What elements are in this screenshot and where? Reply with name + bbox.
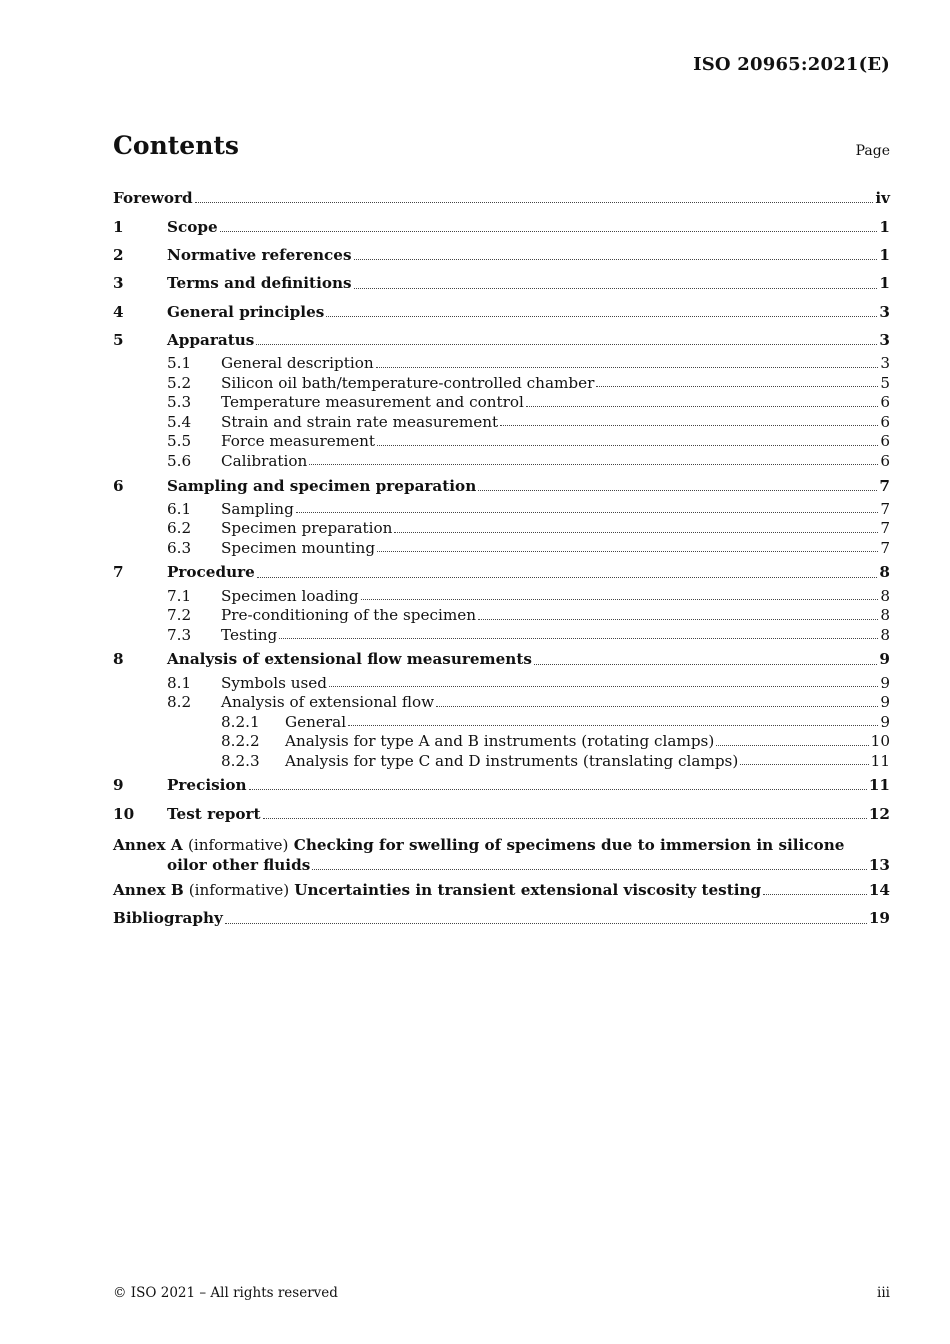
toc-entry-2[interactable] (113, 241, 890, 269)
dot-leader (526, 406, 878, 407)
toc-title: Specimen loading (221, 586, 359, 605)
toc-page: 7 (880, 519, 890, 538)
dot-leader (478, 619, 878, 620)
toc-entry-7-1[interactable] (113, 587, 890, 607)
toc-page: 1 (879, 245, 890, 264)
contents-heading: Contents (113, 131, 240, 160)
dot-leader (326, 316, 877, 317)
toc-page: 9 (879, 650, 890, 669)
toc-number: 5.3 (167, 393, 192, 412)
dot-leader (257, 577, 878, 578)
toc-page: 7 (880, 499, 890, 518)
dot-leader (361, 599, 879, 600)
toc-entry-8-2-2[interactable] (113, 732, 890, 752)
toc-title: Testing (221, 625, 278, 644)
toc-number: 5.2 (167, 373, 192, 392)
copyright-notice: © ISO 2021 – All rights reserved (113, 1285, 338, 1301)
toc-entry-5-2[interactable] (113, 374, 890, 394)
toc-title: Terms and definitions (167, 274, 352, 293)
dot-leader (220, 231, 878, 232)
toc-entry-1[interactable] (113, 212, 890, 240)
toc-entry-9[interactable] (113, 771, 890, 799)
toc-entry-7[interactable] (113, 558, 890, 586)
toc-title: Specimen mounting (221, 538, 376, 557)
toc-page: 6 (880, 393, 890, 412)
toc-title: Symbols used (221, 673, 328, 692)
dot-leader (263, 818, 867, 819)
toc-page: 9 (880, 712, 890, 731)
toc-title: Specimen preparation (221, 519, 393, 538)
toc-title: Procedure (167, 563, 255, 582)
toc-number: 8.2 (167, 693, 192, 712)
toc-entry-7-3[interactable] (113, 626, 890, 646)
annex-b-title: Uncertainties in transient extensional viscosity testing (294, 880, 762, 899)
toc-title: Normative references (167, 245, 352, 264)
toc-entry-6-3[interactable] (113, 539, 890, 559)
annex-a-title-line1: Checking for swelling of specimens due to immersion in silicone (293, 835, 845, 854)
toc-number: 6 (113, 476, 124, 495)
toc-title: Sampling and specimen preparation (167, 476, 477, 495)
toc-number: 6.1 (167, 499, 192, 518)
dot-leader (478, 490, 877, 491)
dot-leader (394, 532, 878, 533)
toc-title: Temperature measurement and control (221, 393, 524, 412)
toc-number: 8 (113, 650, 124, 669)
toc-number: 8.1 (167, 673, 192, 692)
toc-entry-annex-a[interactable] (113, 836, 890, 876)
toc-title: Bibliography (113, 909, 223, 928)
toc-page: 3 (879, 331, 890, 350)
toc-number: 7.2 (167, 606, 192, 625)
toc-page: 6 (880, 432, 890, 451)
dot-leader (763, 894, 867, 895)
dot-leader (534, 664, 878, 665)
dot-leader (740, 764, 868, 765)
dot-leader (309, 464, 878, 465)
annex-b-kind: (informative) (188, 880, 290, 899)
toc-entry-bibliography[interactable] (113, 904, 890, 932)
toc-number: 6.2 (167, 519, 192, 538)
toc-title: General (285, 712, 347, 731)
document-id: ISO 20965:2021(E) (693, 54, 890, 75)
toc-page: 3 (879, 302, 890, 321)
toc-title: Analysis for type A and B instruments (rotating clamps) (285, 732, 715, 751)
dot-leader (225, 923, 867, 924)
toc-entry-3[interactable] (113, 269, 890, 297)
toc-entry-4[interactable] (113, 298, 890, 326)
toc-entry-6-2[interactable] (113, 519, 890, 539)
toc-page: 6 (880, 412, 890, 431)
toc-page: 8 (880, 606, 890, 625)
toc-entry-6[interactable] (113, 471, 890, 499)
toc-title: Calibration (221, 451, 308, 470)
dot-leader (312, 869, 867, 870)
toc-entry-5[interactable] (113, 326, 890, 354)
dot-leader (376, 367, 879, 368)
toc-title: Sampling (221, 499, 294, 518)
toc-page: 1 (879, 274, 890, 293)
toc-entry-8-2-1[interactable] (113, 713, 890, 733)
toc-page: 3 (880, 354, 890, 373)
dot-leader (256, 344, 877, 345)
toc-title: Precision (167, 776, 247, 795)
toc-title: Apparatus (167, 331, 255, 350)
dot-leader (329, 686, 878, 687)
toc-entry-8-2[interactable] (113, 693, 890, 713)
toc-entry-annex-b[interactable] (113, 876, 890, 904)
toc-number: 1 (113, 217, 124, 236)
dot-leader (716, 745, 868, 746)
toc-page: 1 (879, 217, 890, 236)
toc-number: 5 (113, 331, 124, 350)
annex-a-kind: (informative) (187, 835, 289, 854)
toc-page: 11 (868, 776, 890, 795)
toc-entry-5-1[interactable] (113, 354, 890, 374)
toc-title: Pre-conditioning of the specimen (221, 606, 477, 625)
toc-entry-8[interactable] (113, 645, 890, 673)
table-of-contents (113, 184, 890, 933)
toc-page: 12 (868, 804, 890, 823)
toc-title: Scope (167, 217, 218, 236)
toc-page: 8 (880, 586, 890, 605)
toc-number: 7.3 (167, 625, 192, 644)
toc-entry-5-5[interactable] (113, 432, 890, 452)
toc-page: 9 (880, 693, 890, 712)
annex-b-label: Annex B (113, 880, 184, 899)
toc-page: 10 (870, 732, 890, 751)
toc-page: 7 (880, 538, 890, 557)
toc-title: Analysis for type C and D instruments (translating clamps) (285, 751, 739, 770)
toc-number: 8.2.2 (221, 732, 260, 751)
dot-leader (296, 512, 879, 513)
dot-leader (500, 425, 878, 426)
toc-number: 6.3 (167, 538, 192, 557)
toc-page: 19 (868, 909, 890, 928)
toc-entry-8-1[interactable] (113, 674, 890, 694)
toc-page: 7 (879, 476, 890, 495)
annex-a-label: Annex A (113, 835, 183, 854)
toc-title: Strain and strain rate measurement (221, 412, 499, 431)
dot-leader (596, 386, 878, 387)
toc-entry-6-1[interactable] (113, 500, 890, 520)
toc-entry-5-6[interactable] (113, 452, 890, 472)
toc-number: 5.1 (167, 354, 192, 373)
toc-page: 6 (880, 451, 890, 470)
toc-entry-5-3[interactable] (113, 393, 890, 413)
toc-number: 4 (113, 302, 124, 321)
toc-number: 9 (113, 776, 124, 795)
toc-title: Analysis of extensional flow measurements (167, 650, 532, 669)
toc-number: 2 (113, 245, 124, 264)
toc-number: 5.4 (167, 412, 192, 431)
dot-leader (279, 638, 878, 639)
toc-title: General principles (167, 302, 325, 321)
toc-number: 7.1 (167, 586, 192, 605)
dot-leader (354, 288, 878, 289)
toc-title: Test report (167, 804, 261, 823)
toc-number: 5.5 (167, 432, 192, 451)
toc-entry-7-2[interactable] (113, 606, 890, 626)
dot-leader (195, 202, 874, 203)
dot-leader (377, 445, 878, 446)
toc-entry-foreword[interactable] (113, 184, 890, 212)
toc-title: General description (221, 354, 374, 373)
toc-page: 14 (868, 880, 890, 899)
toc-entry-8-2-3[interactable] (113, 752, 890, 772)
toc-title: Analysis of extensional flow (221, 693, 435, 712)
toc-number: 8.2.3 (221, 751, 260, 770)
dot-leader (354, 259, 878, 260)
page-column-label: Page (855, 143, 890, 159)
toc-page: 11 (870, 751, 890, 770)
toc-entry-10[interactable] (113, 799, 890, 827)
toc-title: Foreword (113, 189, 193, 208)
toc-page: 8 (880, 625, 890, 644)
annex-a-title-line2: oilor other fluids (167, 855, 311, 874)
toc-title: Silicon oil bath/temperature-controlled chamber (221, 373, 595, 392)
toc-number: 5.6 (167, 451, 192, 470)
toc-page: 9 (880, 673, 890, 692)
toc-number: 7 (113, 563, 124, 582)
toc-number: 8.2.1 (221, 712, 260, 731)
toc-number: 3 (113, 274, 124, 293)
toc-page: iv (875, 189, 890, 208)
toc-entry-5-4[interactable] (113, 413, 890, 433)
annex-a-line1 (113, 836, 890, 856)
toc-page: 8 (879, 563, 890, 582)
dot-leader (377, 551, 878, 552)
page-number: iii (877, 1285, 890, 1301)
toc-page: 13 (868, 855, 890, 874)
toc-number: 10 (113, 804, 135, 823)
toc-page: 5 (880, 373, 890, 392)
toc-title: Force measurement (221, 432, 375, 451)
dot-leader (348, 725, 878, 726)
dot-leader (249, 789, 867, 790)
annex-a-line2 (113, 856, 890, 876)
dot-leader (436, 706, 878, 707)
